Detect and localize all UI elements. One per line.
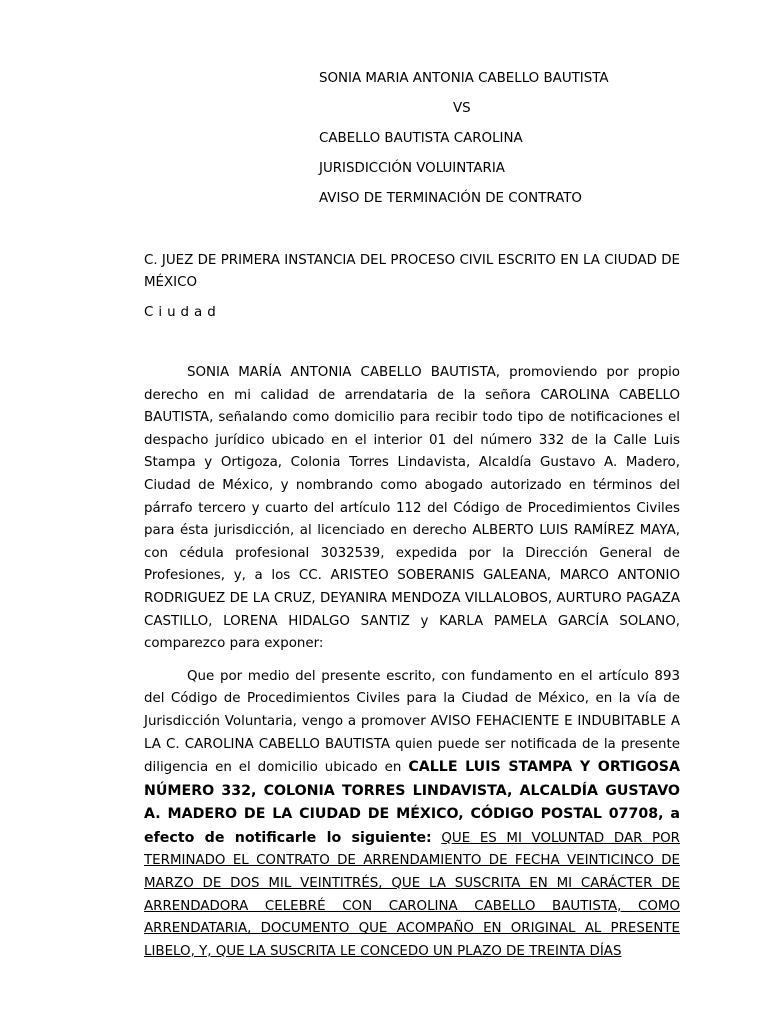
paragraph-intro: SONIA MARÍA ANTONIA CABELLO BAUTISTA, promoviendo por propio derecho en mi calidad de arrendataria de la señora CAROLINA CABELLO BAUTISTA, señalando como domicilio para recibir todo tipo de notificaciones el despacho jurídico ubicado en el interior 01 del número 332 de la Calle Luis Stampa y Ortigoza, Colonia Torres Lindavista, Alcaldía Gustavo A. Madero, Ciudad de México, y nombrando como abogado autorizado en términos del párrafo tercero y cuarto del artículo 112 del Código de Procedimientos Civiles para ésta jurisdicción, al licenciado en derecho ALBERTO LUIS RAMÍREZ MAYA, con cédula profesional 3032539, expedida por la Dirección General de Profesiones, y, a los CC. ARISTEO SOBERANIS GALEANA, MARCO ANTONIO RODRIGUEZ DE LA CRUZ, DEYANIRA MENDOZA VILLALOBOS, AURTURO PAGAZA CASTILLO, LORENA HIDALGO SANTIZ y KARLA PAMELA GARCÍA SOLANO, comparezco para exponer: (144, 365, 680, 652)
paragraph-request (144, 666, 680, 964)
document-body (144, 362, 680, 973)
addressee-judge: C. JUEZ DE PRIMERA INSTANCIA DEL PROCESO CIVIL ESCRITO EN LA CIUDAD DE MÉXICO (144, 253, 680, 290)
request-address-bold: CALLE LUIS STAMPA Y ORTIGOSA NÚMERO 332, COLONIA TORRES LINDAVISTA, ALCALDÍA GUSTAVO A. MADERO DE LA CIUDAD DE MÉXICO, CÓDIGO POSTAL 07708, a efecto de notificarle lo siguiente: (144, 759, 681, 846)
request-text: Que por medio del presente escrito, con fundamento en el artículo 893 del Código de Procedimientos Civiles para la Ciudad de México, en la vía de Jurisdicción Voluntaria, vengo a promover AVISO FEHACIENTE E INDUBITABLE A LA C. CAROLINA CABELLO BAUTISTA quien puede ser notificada de la presente diligencia en el domicilio ubicado en (144, 668, 680, 776)
case-caption (319, 70, 699, 220)
caption-subject: AVISO DE TERMINACIÓN DE CONTRATO (319, 191, 582, 206)
caption-defendant: CABELLO BAUTISTA CAROLINA (319, 131, 523, 146)
addressee-block (144, 250, 680, 324)
addressee-city: Ciudad (144, 305, 221, 320)
caption-versus: VS (453, 101, 471, 116)
caption-actor: SONIA MARIA ANTONIA CABELLO BAUTISTA (319, 71, 609, 86)
caption-jurisdiction: JURISDICCIÓN VOLUINTARIA (319, 161, 505, 176)
request-notice-underlined: QUE ES MI VOLUNTAD DAR POR TERMINADO EL CONTRATO DE ARRENDAMIENTO DE FECHA VEINTICINCO DE MARZO DE DOS MIL VEINTITRÉS, QUE LA SUSCRITA EN MI CARÁCTER DE ARRENDADORA CELEBRÉ CON CAROLINA CABELLO BAUTISTA, COMO ARRENDATARIA, DOCUMENTO QUE ACOMPAÑO EN ORIGINAL AL PRESENTE LIBELO, Y, QUE LA SUSCRITA LE CONCEDO UN PLAZO DE TREINTA DÍAS (144, 830, 680, 959)
